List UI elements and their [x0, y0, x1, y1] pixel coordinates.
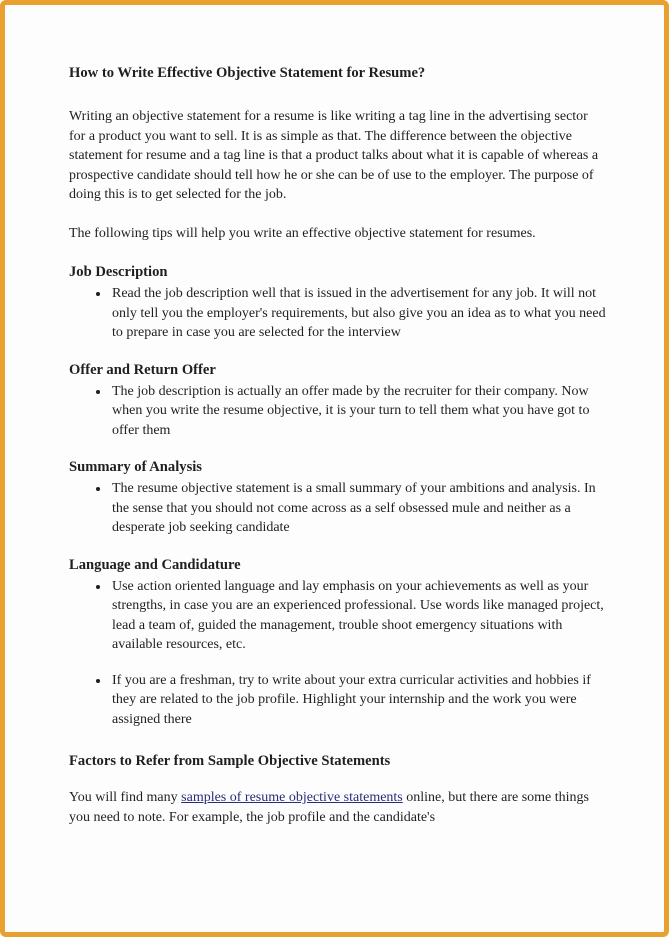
section-heading-job-description: Job Description: [69, 264, 168, 280]
bullet-list: [69, 479, 606, 538]
bullet-item: • The job description is actually an offer made by the recruiter for their company. Now when you write the resume objective, it is your turn to tell them what you have got to offer them: [110, 382, 606, 441]
bullet-item: • The resume objective statement is a small summary of your ambitions and analysis. In the sense that you should not come across as a self obsessed mule and neither as a desperate job seeking candidate: [110, 479, 606, 538]
section-heading-factors: Factors to Refer from Sample Objective Statements: [69, 753, 391, 769]
intro-paragraph: Writing an objective statement for a resume is like writing a tag line in the advertising sector for a product you want to sell. It is as simple as that. The difference between the objective statement for resume and a tag line is that a product talks about what it is capable of whereas a prospective candidate should tell how he or she can be of use to the employer. The purpose of doing this is to get selected for the job.: [69, 109, 599, 202]
bullet-list: [69, 284, 606, 343]
section-job-description: [69, 262, 606, 343]
closing-paragraph: [69, 788, 606, 827]
closing-text-before-link: You will find many: [69, 790, 182, 805]
samples-of-resume-objective-statements-link[interactable]: samples of resume objective statements: [181, 790, 403, 805]
bullet-item: • Read the job description well that is issued in the advertisement for any job. It will not only tell you the employer's requirements, but also give you an idea as to what you need to prepare in case you are selected for the interview: [110, 284, 606, 343]
section-offer-and-return-offer: [69, 360, 606, 441]
bullet-list: [69, 382, 606, 441]
bullet-list: [69, 577, 606, 730]
bullet-item: • Use action oriented language and lay emphasis on your achievements as well as your strengths, in case you are an experienced professional. Use words like managed project, lead a team of, guided the management, trouble shoot emergency situations with available resources, etc.: [110, 577, 606, 655]
section-language-and-candidature: [69, 555, 606, 730]
closing-text-after-link: online, but there are some things you need to note. For example, the job profile and the candidate's: [69, 790, 589, 825]
page-title: How to Write Effective Objective Statement for Resume?: [69, 65, 426, 81]
section-heading-offer-and-return-offer: Offer and Return Offer: [69, 361, 216, 378]
tips-paragraph: The following tips will help you write an effective objective statement for resumes.: [69, 225, 536, 241]
section-summary-of-analysis: [69, 457, 606, 538]
bullet-item: • If you are a freshman, try to write about your extra curricular activities and hobbies if they are related to the job profile. Highlight your internship and the work you were assigned there: [110, 671, 606, 730]
section-heading-language-and-candidature: Language and Candidature: [69, 556, 241, 573]
section-heading-summary-of-analysis: Summary of Analysis: [69, 459, 202, 475]
